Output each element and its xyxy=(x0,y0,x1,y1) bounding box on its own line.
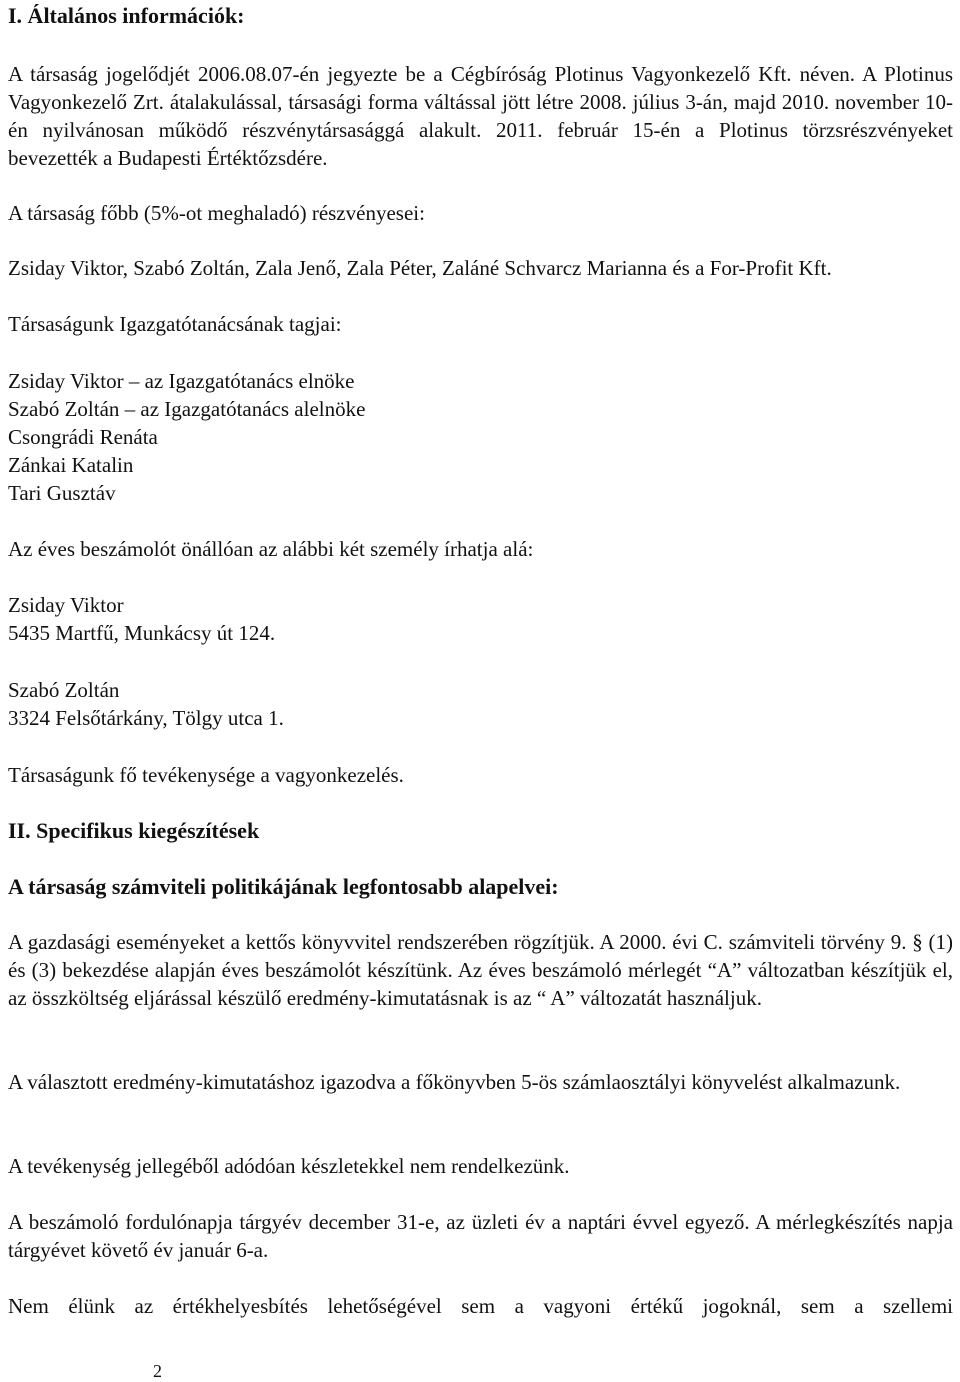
board-member: Tari Gusztáv xyxy=(8,481,116,505)
paragraph-inventory: A tevékenység jellegéből adódóan készletekkel nem rendelkezünk. xyxy=(8,1154,570,1178)
paragraph-accounting: A gazdasági eseményeket a kettős könyvvitel rendszerében rögzítjük. A 2000. évi C. számviteli törvény 9. § (1) és (3) bekezdése alapján éves beszámolót készítünk. Az éves beszámoló mérlegét “A” változatban készítjük el, az összköltség eljárással készülő eredmény-kimutatásnak is az “ A” változatát használjuk. xyxy=(8,930,953,1010)
signatories-label: Az éves beszámolót önállóan az alábbi két személy írhatja alá: xyxy=(8,537,534,561)
board-member: Zsiday Viktor – az Igazgatótanács elnöke xyxy=(8,369,355,393)
signatory-name: Zsiday Viktor xyxy=(8,593,124,617)
signatory-name: Szabó Zoltán xyxy=(8,678,120,702)
shareholders-list: Zsiday Viktor, Szabó Zoltán, Zala Jenő, Zala Péter, Zaláné Schvarcz Marianna és a For-Profit Kft. xyxy=(8,256,832,280)
page-number: 2 xyxy=(153,1361,162,1381)
paragraph-income-statement: A választott eredmény-kimutatáshoz igazodva a főkönyvben 5-ös számlaosztályi könyvelést alkalmazunk. xyxy=(8,1070,901,1094)
section2-subheading: A társaság számviteli politikájának legfontosabb alapelvei: xyxy=(8,874,559,899)
main-activity: Társaságunk fő tevékenysége a vagyonkezelés. xyxy=(8,763,404,787)
paragraph-balance-date: A beszámoló fordulónapja tárgyév december 31-e, az üzleti év a naptári évvel egyező. A mérlegkészítés napja tárgyévet követő év január 6-a. xyxy=(8,1210,953,1262)
paragraph-revaluation: Nem élünk az értékhelyesbítés lehetőségével sem a vagyoni értékű jogoknál, sem a szellemi xyxy=(8,1294,953,1318)
intro-paragraph: A társaság jogelődjét 2006.08.07-én jegyezte be a Cégbíróság Plotinus Vagyonkezelő Kft. néven. A Plotinus Vagyonkezelő Zrt. átalakulással, társasági forma váltással jött létre 2008. július 3-án, majd 2010. november 10-én nyilvánosan működő részvénytársasággá alakult. 2011. február 15-én a Plotinus törzsrészvényeket bevezették a Budapesti Értéktőzsdére. xyxy=(8,62,953,170)
board-member: Szabó Zoltán – az Igazgatótanács alelnöke xyxy=(8,397,366,421)
signatory-address: 5435 Martfű, Munkácsy út 124. xyxy=(8,621,276,645)
board-members-list xyxy=(8,367,365,507)
signatory-block xyxy=(8,591,275,647)
signatory-address: 3324 Felsőtárkány, Tölgy utca 1. xyxy=(8,706,284,730)
board-label: Társaságunk Igazgatótanácsának tagjai: xyxy=(8,312,342,336)
board-member: Csongrádi Renáta xyxy=(8,425,158,449)
board-member: Zánkai Katalin xyxy=(8,453,134,477)
signatory-block xyxy=(8,676,284,732)
shareholders-label: A társaság főbb (5%-ot meghaladó) részvényesei: xyxy=(8,201,425,225)
section1-heading: I. Általános információk: xyxy=(8,3,245,28)
section2-heading: II. Specifikus kiegészítések xyxy=(8,818,260,843)
